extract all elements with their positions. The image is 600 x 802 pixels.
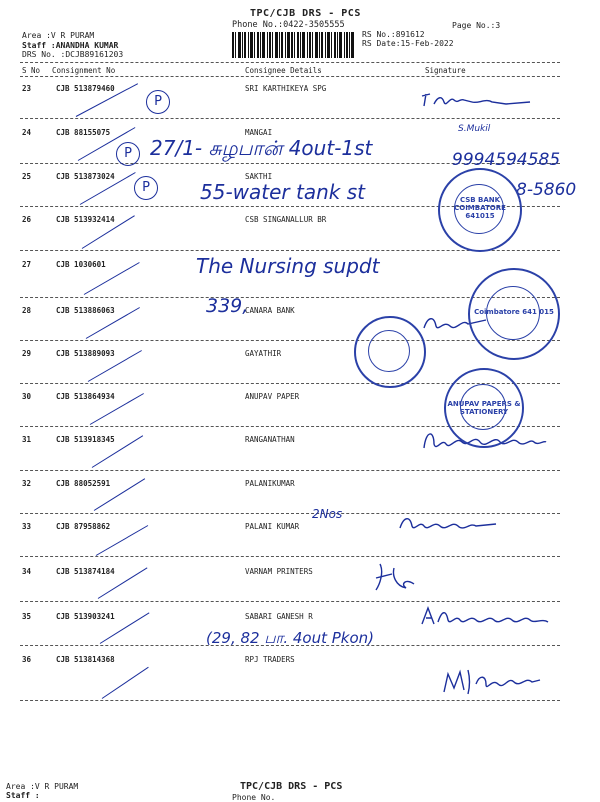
seal-stamp: [354, 316, 426, 388]
signature-34: [370, 560, 420, 596]
row-consignee: CSB SINGANALLUR BR: [245, 215, 327, 224]
row-consignee: VARNAM PRINTERS: [245, 567, 313, 576]
row-consignee: RANGANATHAN: [245, 435, 295, 444]
row-consignee: SRI KARTHIKEYA SPG: [245, 84, 327, 93]
handwritten-note: 339,: [206, 295, 249, 317]
row-consignee: PALANIKUMAR: [245, 479, 295, 488]
signature-36: [440, 664, 544, 698]
area-label: Area :V R PURAM: [22, 31, 95, 40]
p-marker: P: [134, 176, 158, 200]
row-divider: [20, 601, 560, 602]
handwritten-phone: 8-5860: [516, 180, 577, 200]
handwritten-address: (29, 82 பா. 4out Pkon): [206, 629, 375, 647]
rs-date: RS Date:15-Feb-2022: [362, 39, 454, 48]
handwritten-note: 2Nos: [312, 507, 343, 521]
footer-phone: Phone No.: [232, 793, 276, 802]
row-consignment: CJB 88052591: [56, 479, 111, 488]
row-consignment: CJB 513932414: [56, 215, 115, 224]
barcode-image: [232, 32, 354, 58]
handwritten-phone: 9994594585: [452, 150, 561, 170]
row-consignment: CJB 513864934: [56, 392, 115, 401]
row-divider: [20, 470, 560, 471]
row-sno: 27: [22, 260, 32, 269]
row-sno: 33: [22, 522, 32, 531]
row-sno: 29: [22, 349, 32, 358]
row-sno: 32: [22, 479, 32, 488]
row-consignment: CJB 513879460: [56, 84, 115, 93]
signature-23: [420, 88, 540, 112]
page-number: Page No.:3: [452, 21, 501, 30]
row-sno: 24: [22, 128, 32, 137]
row-consignment: CJB 87958862: [56, 522, 111, 531]
row-consignee: GAYATHIR: [245, 349, 282, 358]
row-consignment: CJB 513889093: [56, 349, 115, 358]
header-rule-top: [20, 62, 560, 63]
col-consignment: Consignment No: [52, 66, 116, 75]
row-consignee: CANARA BANK: [245, 306, 295, 315]
row-divider: [20, 118, 560, 119]
col-sno: S No: [22, 66, 41, 75]
row-consignment: CJB 513886063: [56, 306, 115, 315]
col-signature: Signature: [425, 66, 466, 75]
row-consignment: CJB 1030601: [56, 260, 106, 269]
row-consignee: PALANI KUMAR: [245, 522, 300, 531]
drs-number: DRS No. :DCJB89161203: [22, 50, 124, 59]
row-consignee: RPJ TRADERS: [245, 655, 295, 664]
handwritten-note: The Nursing supdt: [196, 254, 380, 278]
staff-label: Staff :ANANDHA KUMAR: [22, 41, 119, 50]
row-consignment: CJB 513873024: [56, 172, 115, 181]
row-consignment: CJB 513874184: [56, 567, 115, 576]
row-divider: [20, 700, 560, 701]
footer-staff: Staff :: [6, 791, 40, 800]
row-sno: 30: [22, 392, 32, 401]
row-consignee: SAKTHI: [245, 172, 273, 181]
row-sno: 23: [22, 84, 32, 93]
handwritten-address: 27/1- சுழபான் 4out-1st: [150, 136, 373, 160]
row-consignment: CJB 513903241: [56, 612, 115, 621]
header-rule-bottom: [20, 76, 560, 77]
row-consignee: SABARI GANESH R: [245, 612, 313, 621]
signature-33: [396, 508, 506, 538]
phone-number: Phone No.:0422-3505555: [232, 20, 345, 30]
col-consignee: Consignee Details: [245, 66, 322, 75]
rs-number: RS No.:891612: [362, 30, 425, 39]
handwritten-address: 55-water tank st: [200, 180, 365, 204]
row-divider: [20, 556, 560, 557]
row-consignment: CJB 513918345: [56, 435, 115, 444]
handwritten-name: S.Mukil: [458, 124, 491, 134]
p-marker: P: [146, 90, 170, 114]
anupav-stamp: ANUPAV PAPERS & STATIONERY: [444, 368, 524, 448]
row-consignee: ANUPAV PAPER: [245, 392, 300, 401]
row-sno: 34: [22, 567, 32, 576]
row-sno: 25: [22, 172, 32, 181]
sheet-title: TPC/CJB DRS - PCS: [250, 8, 361, 19]
pen-stroke: [102, 667, 149, 699]
row-sno: 36: [22, 655, 32, 664]
bank-stamp: CSB BANK COIMBATORE 641015: [438, 168, 522, 252]
row-sno: 28: [22, 306, 32, 315]
row-consignment: CJB 513814368: [56, 655, 115, 664]
row-consignment: CJB 88155075: [56, 128, 111, 137]
footer-area: Area :V R PURAM: [6, 782, 79, 791]
p-marker: P: [116, 142, 140, 166]
signature-35: [418, 604, 552, 630]
row-consignee: MANGAI: [245, 128, 273, 137]
row-sno: 26: [22, 215, 32, 224]
row-sno: 31: [22, 435, 32, 444]
row-sno: 35: [22, 612, 32, 621]
footer-title: TPC/CJB DRS - PCS: [240, 781, 343, 792]
canara-stamp: Coimbatore 641 015: [468, 268, 560, 360]
